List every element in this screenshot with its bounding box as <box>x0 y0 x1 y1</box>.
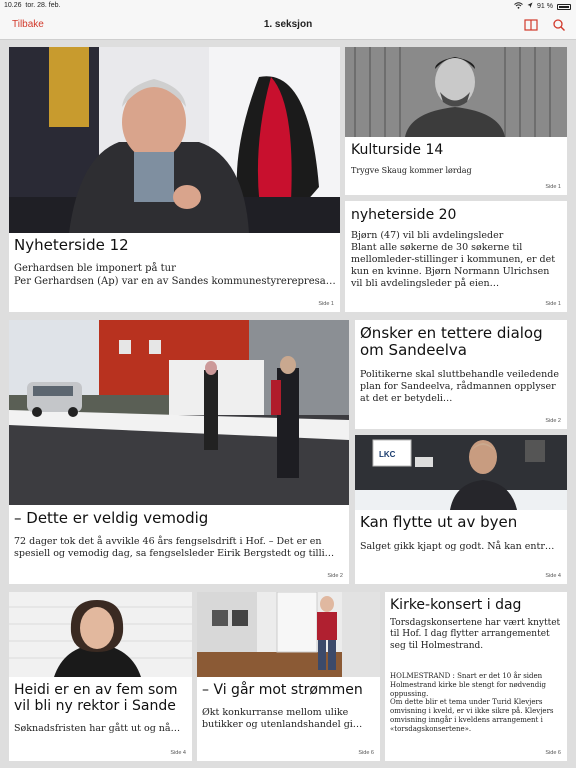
nav-actions <box>524 18 566 32</box>
page-view-icon[interactable] <box>524 18 538 32</box>
article-page: Side 2 <box>545 418 561 424</box>
article-page: Side 4 <box>545 573 561 579</box>
status-time: 10.26 <box>4 2 22 9</box>
article-photo-bus-passenger <box>9 47 340 233</box>
article-card[interactable] <box>197 592 380 761</box>
article-title: Kulturside 14 <box>351 142 444 158</box>
article-summary: 72 dager tok det å avvikle 46 års fengselsdrift i Hof. – Det er en spesiell og vemodig dag, sa fengselsleder Eirik Bergstedt og tilli… <box>14 536 335 559</box>
article-summary: Salget gikk kjapt og godt. Nå kan entr… <box>360 541 555 552</box>
article-card[interactable] <box>355 320 567 429</box>
back-button[interactable]: Tilbake <box>12 19 44 30</box>
article-photo-man-outside-building <box>355 435 567 510</box>
article-photo-trygve-skaug <box>345 47 567 137</box>
article-page: Side 1 <box>545 184 561 190</box>
article-card[interactable] <box>355 435 567 584</box>
article-card[interactable] <box>345 47 567 195</box>
article-photo-prison-yard <box>9 320 349 505</box>
article-photo-heidi <box>9 592 192 677</box>
article-title: – Dette er veldig vemodig <box>14 509 209 527</box>
article-card[interactable] <box>9 592 192 761</box>
article-title: Nyheterside 12 <box>14 236 129 254</box>
article-summary: Søknadsfristen har gått ut og nå… <box>14 723 181 734</box>
article-title: Kirke-konsert i dag <box>390 597 522 613</box>
article-summary: Bjørn (47) vil bli avdelingsleder Blant alle søkerne de 30 søkerne til mellomleder-stillinger i kommunen, er det kun en kvinne. Bjørn Normann Ulrichsen vil bli avdelingsleder på eien… <box>351 230 556 289</box>
battery-level: 91 % <box>537 3 553 10</box>
search-icon[interactable] <box>552 18 566 32</box>
article-page: Side 1 <box>545 301 561 307</box>
article-summary: Gerhardsen ble imponert på tur Per Gerhardsen (Ap) var en av Sandes kommunestyrerepresa… <box>14 263 336 287</box>
article-card[interactable] <box>9 320 349 584</box>
article-title: nyheterside 20 <box>351 207 457 223</box>
article-summary: Torsdagskonsertene har vært knyttet til Hof. I dag flytter arrangementet seg til Holmestrand. <box>390 618 561 651</box>
article-page: Side 4 <box>170 750 186 756</box>
article-page: Side 2 <box>327 573 343 579</box>
article-body: HOLMESTRAND : Snart er det 10 år siden Holmestrand kirke ble stengt for nødvendig oppussing. Om dette blir et tema under Turid Klevjers omvisning i kveld, er vi ikke sikre på. Klevjers omvisning inngår i kveldens arrangement i «torsdagskonsertene». <box>390 672 554 733</box>
article-summary: Økt konkurranse mellom ulike butikker og utenlandshandel gi… <box>202 707 363 730</box>
article-page: Side 1 <box>318 301 334 307</box>
article-page: Side 6 <box>545 750 561 756</box>
section-title: 1. seksjon <box>263 19 313 30</box>
article-summary: Trygve Skaug kommer lørdag <box>351 166 472 175</box>
status-time-date <box>4 2 60 9</box>
svg-text:LKC: LKC <box>379 450 396 459</box>
article-card[interactable] <box>9 47 340 312</box>
wifi-icon <box>514 2 523 11</box>
status-date: tor. 28. feb. <box>25 2 61 9</box>
article-photo-shop-interior <box>197 592 380 677</box>
article-summary: Politikerne skal sluttbehandle veiledende plan for Sandeelva, rådmannen opplyser at det er betydeli… <box>360 369 559 404</box>
battery-icon <box>557 4 571 10</box>
status-right <box>514 2 571 11</box>
article-card[interactable] <box>345 201 567 312</box>
article-title: Ønsker en tettere dialog om Sandeelva <box>360 324 543 360</box>
location-icon <box>527 2 533 11</box>
article-title: Heidi er en av fem som vil bli ny rektor i Sande <box>14 682 178 715</box>
article-title: – Vi går mot strømmen <box>202 682 363 698</box>
nav-bar <box>0 12 576 40</box>
article-card[interactable] <box>385 592 567 761</box>
status-bar <box>0 0 576 12</box>
article-title: Kan flytte ut av byen <box>360 513 518 531</box>
article-page: Side 6 <box>358 750 374 756</box>
